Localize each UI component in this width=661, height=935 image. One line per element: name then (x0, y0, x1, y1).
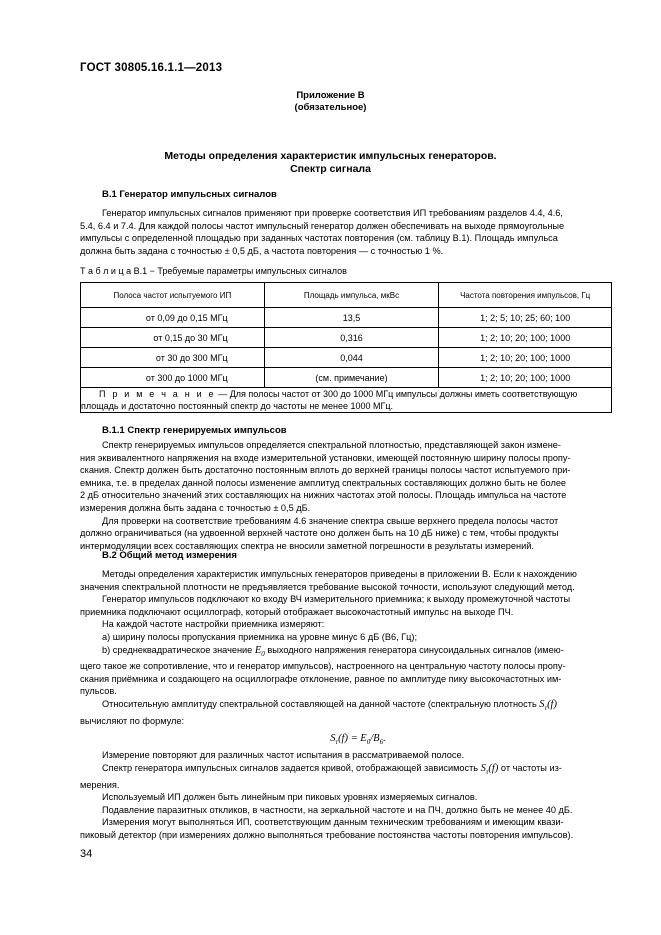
text-line: пульсов. (80, 686, 117, 697)
text-line: Генератор импульсов подключают ко входу ВЧ измерительного приемника; к выходу промежуточной частоты (102, 594, 571, 605)
table-cell: 0,316 (264, 328, 439, 348)
table-caption (80, 266, 347, 276)
formula (330, 733, 386, 747)
table-cell: 1; 2; 10; 20; 100; 1000 (439, 328, 612, 348)
section-title-line2: Спектр сигнала (290, 163, 371, 175)
text-line: импульсы с определенной площадью при заданных частотах повторения (см. таблицу В.1). Площадь импульса (80, 233, 558, 244)
b2-paragraph (80, 568, 616, 842)
text-line: Измерения могут выполняться ИП, соответствующим данным техническим требованиям и имеющим квази- (102, 817, 564, 828)
text-line-with-symbol (80, 644, 616, 661)
symbol-argument: (f) (547, 699, 557, 711)
text-line: Для проверки на соответствие требованиям 4.6 значение спектра свыше верхнего предела полосы частот (102, 515, 559, 526)
symbol-argument: (f) (488, 762, 499, 774)
symbol-subscript: 0 (261, 649, 265, 658)
formula-subscript: 0 (366, 738, 371, 747)
table-cell: 0,044 (264, 348, 439, 368)
text-line-with-symbol (80, 698, 616, 715)
standard-header: ГОСТ 30805.16.1.1—2013 (80, 62, 223, 74)
text-line: Спектр генерируемых импульсов определяется спектральной плотностью, представляющей закон измене- (102, 440, 561, 450)
text-line: щего такое же сопротивление, что и генератор импульсов), настроенного на центральную частоту полосы пропу- (80, 661, 566, 672)
note-prefix: П р и м е ч а н и е (99, 389, 216, 399)
table-row (81, 348, 612, 368)
table-note (81, 388, 612, 413)
appendix-subtitle: (обязательное) (294, 102, 367, 113)
text-fragment: выходного напряжения генератора синусоидальных сигналов (имею- (267, 644, 564, 655)
table-note-row (81, 388, 612, 413)
spec-table (80, 282, 612, 413)
formula-part: /B (370, 733, 380, 745)
page-number: 34 (80, 848, 93, 860)
table-header: Частота повторения импульсов, Гц (439, 283, 612, 308)
table-cell: 1; 2; 10; 20; 100; 1000 (439, 348, 612, 368)
symbol-subscript: τ (544, 704, 548, 713)
table-cell: от 300 до 1000 МГц (81, 368, 265, 388)
table-cell: от 0,15 до 30 МГц (81, 328, 265, 348)
table-cell: (см. примечание) (264, 368, 439, 388)
b1-heading: В.1 Генератор импульсных сигналов (102, 189, 277, 200)
text-line: Используемый ИП должен быть линейным при пиковых уровнях измеряемых сигналов. (102, 792, 478, 803)
text-line: вычисляют по формуле: (80, 715, 185, 726)
symbol-S-tau-f (539, 699, 557, 713)
text-line: Генератор импульсных сигналов применяют при проверке соответствия ИП требованиям разделов 4.4, 4.6, (102, 208, 563, 218)
text-fragment: от частоты из- (500, 762, 562, 773)
text-line: скания приёмника и создающего на осциллографе отклонение, равное по амплитуде пику высокочастотных им- (80, 673, 562, 684)
text-line: Измерение повторяют для различных частот испытания в рассматриваемой полосе. (102, 750, 465, 761)
b2-heading: В.2 Общий метод измерения (102, 550, 237, 561)
text-line: 5.4, 6.4 и 7.4. Для каждой полосы частот импульсный генератор должен обеспечивать на выходе прямоугольные (80, 220, 565, 231)
symbol-subscript: τ (485, 768, 489, 776)
table-cell: 1; 2; 10; 20; 100; 1000 (439, 368, 612, 388)
table-cell: от 0,09 до 0,15 МГц (81, 308, 265, 328)
appendix-title: Приложение В (296, 90, 365, 101)
note-text: — Для полосы частот от 300 до 1000 МГц импульсы должны иметь соответствующую (215, 389, 578, 399)
symbol-E0 (255, 645, 265, 656)
spec-table-wrap (80, 282, 612, 413)
symbol-letter: S (539, 699, 545, 711)
text-line: пиковый детектор (при измерениях должно выполняться требование постоянства частоты повторения импульсов). (80, 829, 574, 840)
table-caption-prefix: Т а б л и ц а (80, 266, 132, 276)
table-caption-rest: В.1 − Требуемые параметры импульсных сигналов (131, 266, 347, 276)
b11-heading: В.1.1 Спектр генерируемых импульсов (102, 425, 287, 436)
text-line-with-symbol (80, 762, 616, 779)
text-line: Методы определения характеристик импульсных генераторов приведены в приложении В. Если к нахождению (102, 569, 577, 579)
symbol-letter: S (480, 762, 486, 774)
text-line: мерения. (80, 779, 120, 790)
section-title-line1: Методы определения характеристик импульсных генераторов. (164, 150, 497, 162)
table-header: Площадь импульса, мкВс (264, 283, 439, 308)
table-header: Полоса частот испытуемого ИП (81, 283, 265, 308)
text-line: интермодуляции всех составляющих спектра не вносили заметной погрешности в результаты измерений. (80, 540, 534, 551)
text-line: емника, т.е. в пределах данной полосы изменение амплитуд спектральных составляющих должно быть не более (80, 477, 567, 488)
formula-part: S (330, 733, 336, 745)
formula-subscript: 6 (379, 738, 384, 747)
formula-part: (f) = E (338, 733, 367, 745)
table-row (81, 308, 612, 328)
text-line: должна быть задана с точностью ± 0,5 дБ, а частота повторения — с точностью 1 %. (80, 245, 444, 256)
b1-paragraph (80, 207, 616, 257)
text-line: ния эквивалентного напряжения на входе измерительной установки, имеющей постоянную ширину полосы пропу- (80, 452, 571, 463)
text-line: должно ограничиваться (на удвоенной верхней частоте оно должен быть на 10 дБ ниже) с тем, чтобы продукты (80, 528, 559, 539)
table-cell: от 30 до 300 МГц (81, 348, 265, 368)
text-line: приемника подключают осциллограф, который отображает высокочастотный импульс на выходе ПЧ. (80, 606, 514, 617)
text-fragment: Спектр генератора импульсных сигналов задается кривой, отображающей зависимость (102, 762, 479, 773)
text-fragment: b) среднеквадратическое значение (102, 644, 253, 655)
note-line (81, 388, 611, 400)
text-line: значения спектральной плотности не предъявляется требование высокой точности, используют следующий метод. (80, 581, 575, 592)
text-line: а) ширину полосы пропускания приемника на уровне минус 6 дБ (B6, Гц); (102, 631, 418, 642)
table-row (81, 328, 612, 348)
formula-part: . (383, 733, 386, 745)
text-line: Подавление паразитных откликов, в частности, на зеркальной частоте и на ПЧ, должно быть не менее 40 дБ. (102, 804, 573, 815)
symbol-letter: E (254, 644, 262, 656)
text-line: На каждой частоте настройки приемника измеряют: (102, 619, 325, 630)
text-line: измерения должна быть задана с точностью ± 0,5 дБ. (80, 502, 311, 513)
table-header-row (81, 283, 612, 308)
formula-block (80, 727, 616, 749)
text-line: скания. Спектр должен быть достаточно постоянным вплоть до верхней границы полосы частот испытуемого при- (80, 465, 571, 476)
symbol-S-tau-f (481, 763, 499, 774)
formula-subscript: τ (335, 738, 339, 747)
note-line: площадь и достаточно постоянный спектр до частоты не менее 1000 МГц. (81, 401, 394, 411)
b11-paragraph (80, 439, 616, 552)
text-line: 2 дБ относительно значений этих составляющих на нижних частотах этой полосы. Площадь импульса на частоте (80, 490, 567, 501)
text-fragment: Относительную амплитуду спектральной составляющей на данной частоте (спектральную плотность (102, 699, 537, 710)
table-cell: 1; 2; 5; 10; 25; 60; 100 (439, 308, 612, 328)
table-row (81, 368, 612, 388)
table-cell: 13,5 (264, 308, 439, 328)
